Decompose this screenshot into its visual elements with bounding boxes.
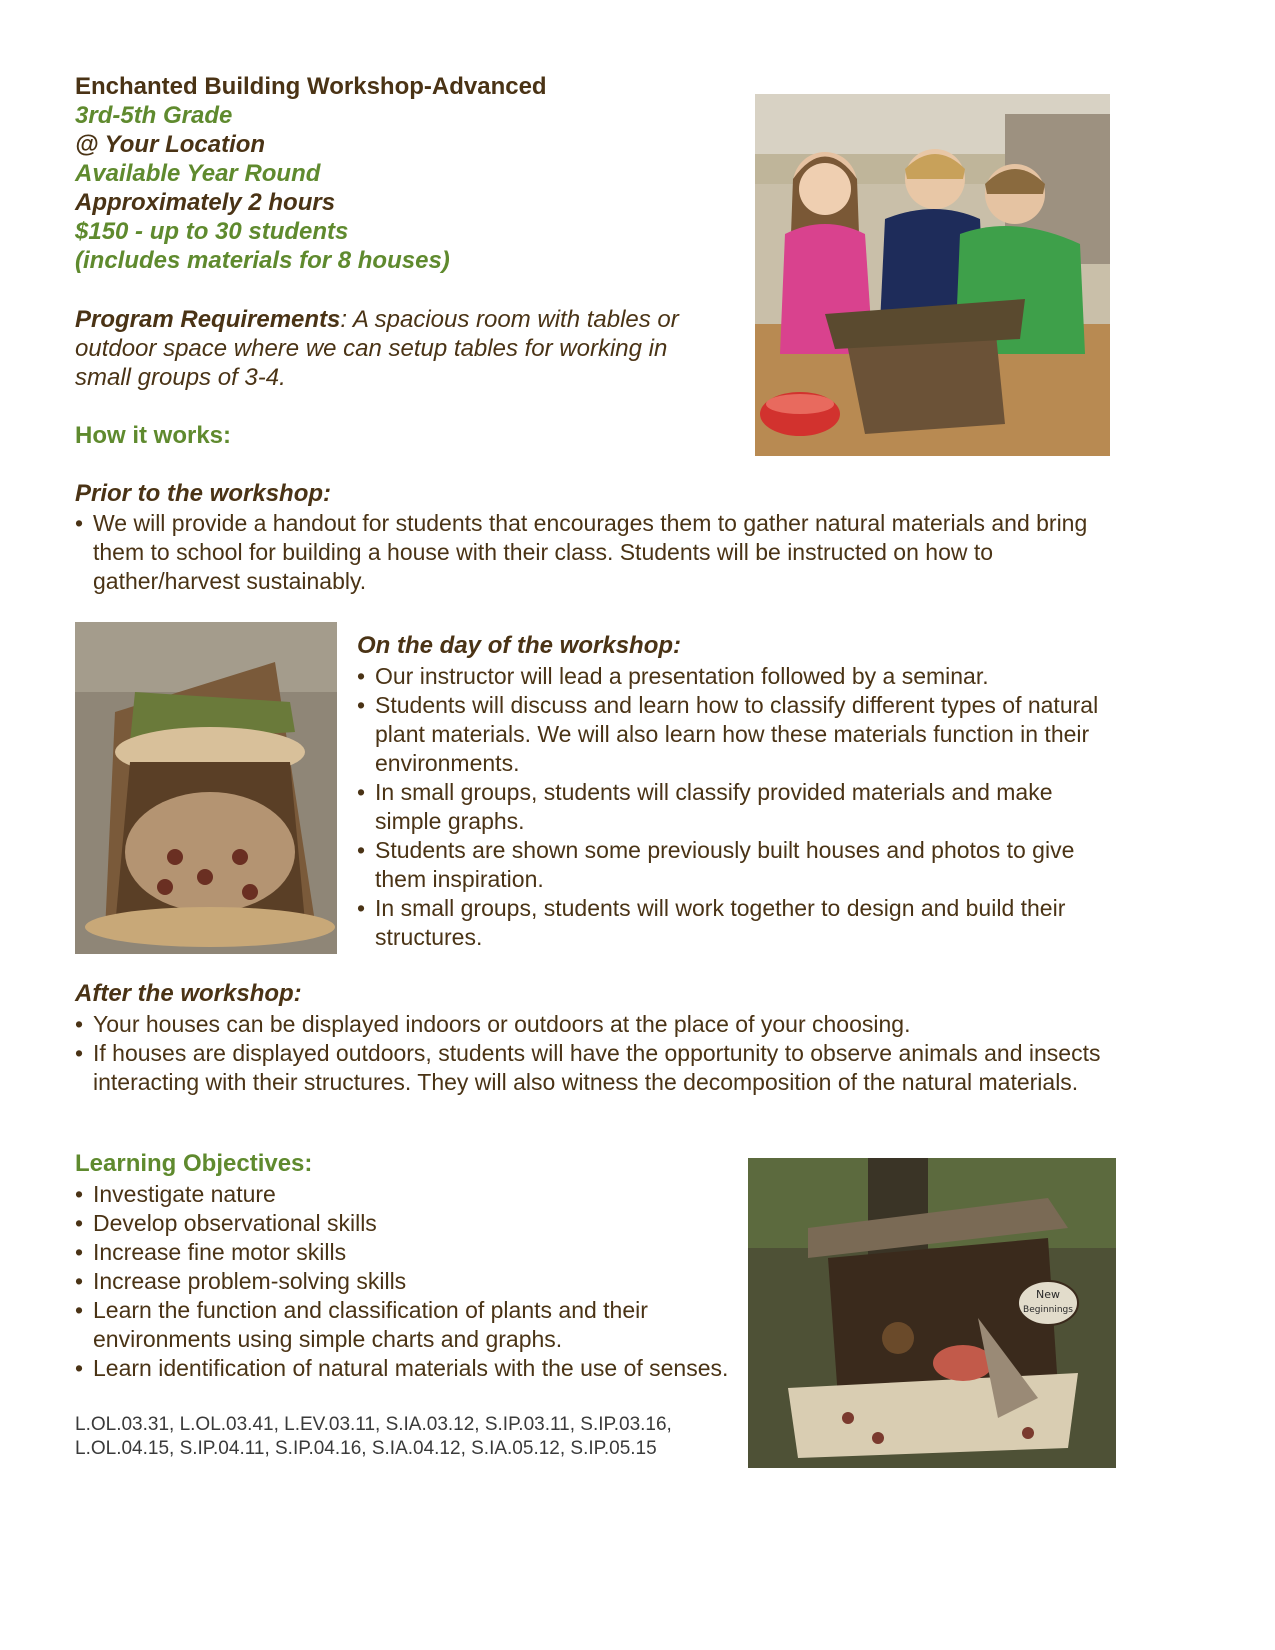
- list-item: • In small groups, students will classify provided materials and make simple graphs.: [357, 779, 1053, 834]
- duration: Approximately 2 hours: [75, 189, 336, 216]
- objectives-heading: Learning Objectives:: [75, 1150, 313, 1177]
- list-item: • Learn the function and classification of plants and their environments using simple charts and graphs.: [75, 1297, 648, 1352]
- program-requirements: [75, 305, 725, 392]
- list-item: • Increase problem-solving skills: [75, 1268, 407, 1294]
- classroom-photo: [755, 94, 1110, 456]
- list-item: • Investigate nature: [75, 1181, 276, 1207]
- prior-heading: Prior to the workshop:: [75, 480, 332, 507]
- list-item: • Our instructor will lead a presentation followed by a seminar.: [357, 663, 989, 689]
- outdoor-fairy-house-photo: [748, 1158, 1116, 1468]
- list-item: • Increase fine motor skills: [75, 1239, 347, 1265]
- list-item: • Students are shown some previously built houses and photos to give them inspiration.: [357, 837, 1075, 892]
- sign-text: New: [1036, 1288, 1060, 1301]
- program-header: [75, 72, 715, 275]
- objectives-list: [75, 1180, 735, 1383]
- standards-codes: [75, 1413, 755, 1461]
- list-item: • Students will discuss and learn how to classify different types of natural plant materials. We will also learn how these materials function in their environments.: [357, 692, 1099, 776]
- grade-range: 3rd-5th Grade: [75, 102, 233, 129]
- standards-line: L.OL.03.31, L.OL.03.41, L.EV.03.11, S.IA.03.12, S.IP.03.11, S.IP.03.16,: [75, 1414, 672, 1435]
- how-it-works-heading: How it works:: [75, 422, 232, 449]
- list-item: • We will provide a handout for students that encourages them to gather natural materials and bring them to school for building a house with their class. Students will be instructed on how to gather/harvest sustainably.: [75, 510, 1088, 594]
- day-of-list: [357, 662, 1117, 952]
- program-title: Enchanted Building Workshop-Advanced: [75, 73, 547, 100]
- after-list: [75, 1010, 1145, 1097]
- prior-list: [75, 509, 1135, 596]
- list-item: • Your houses can be displayed indoors or outdoors at the place of your choosing.: [75, 1011, 911, 1037]
- list-item: • In small groups, students will work together to design and build their structures.: [357, 895, 1066, 950]
- requirements-label: Program Requirements: [75, 306, 341, 333]
- sign-text: Beginnings: [1023, 1305, 1073, 1315]
- day-of-heading: On the day of the workshop:: [357, 632, 682, 659]
- list-item: • If houses are displayed outdoors, students will have the opportunity to observe animals and insects interacting with their structures. They will also witness the decomposition of the natural materials.: [75, 1040, 1101, 1095]
- location: @ Your Location: [75, 131, 266, 158]
- availability: Available Year Round: [75, 160, 321, 187]
- after-heading: After the workshop:: [75, 980, 302, 1007]
- fairy-house-photo: [75, 622, 337, 954]
- requirements-text: : A spacious room with tables or outdoor space where we can setup tables for working in small groups of 3-4.: [75, 306, 679, 391]
- materials-included: (includes materials for 8 houses): [75, 247, 450, 274]
- standards-line: L.OL.04.15, S.IP.04.11, S.IP.04.16, S.IA.04.12, S.IA.05.12, S.IP.05.15: [75, 1438, 657, 1459]
- list-item: • Learn identification of natural materials with the use of senses.: [75, 1355, 729, 1381]
- price: $150 - up to 30 students: [75, 218, 349, 245]
- list-item: • Develop observational skills: [75, 1210, 377, 1236]
